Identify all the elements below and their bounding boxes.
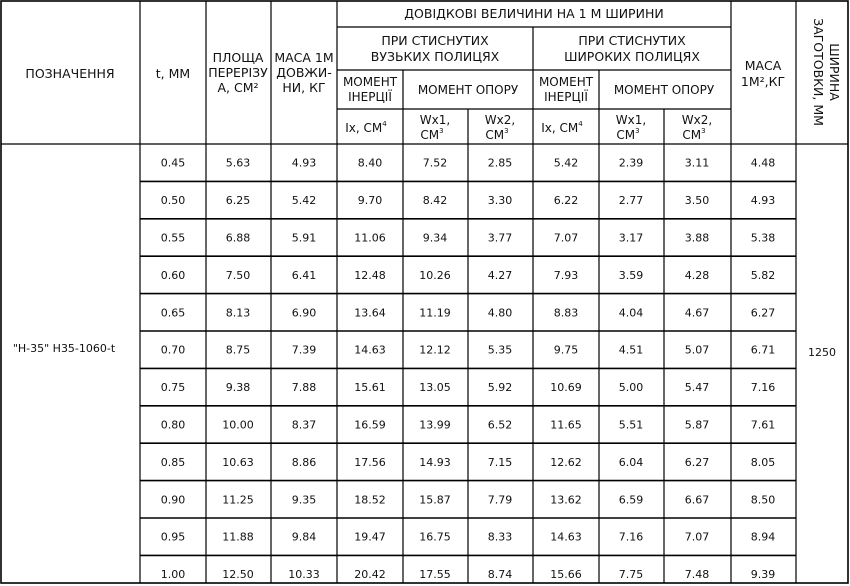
table-cell: 11.25	[222, 493, 254, 507]
table-cell: 3.30	[487, 194, 513, 208]
table-cell: 17.55	[419, 568, 451, 582]
header-wx1-narrow-2: $СМ^3$	[420, 127, 444, 142]
header-ix-narrow: Ix, $СМ^4$	[345, 120, 387, 135]
table-cell: 8.94	[750, 530, 776, 544]
header-thickness: t, ММ	[155, 66, 191, 81]
table-cell: 6.25	[225, 194, 251, 208]
header-narrow-1: ПРИ СТИСНУТИХ	[381, 33, 489, 48]
table-cell: 9.34	[422, 231, 448, 245]
table-cell: 5.00	[618, 381, 644, 395]
table-cell: 9.84	[291, 530, 317, 544]
table-cell: 4.04	[618, 306, 644, 320]
table-cell: 0.70	[160, 343, 186, 357]
table-cell: 6.71	[750, 343, 776, 357]
table-cell: 11.06	[354, 231, 386, 245]
header-inertia-wide-2: ІНЕРЦІЇ	[544, 90, 588, 104]
table-cell: 16.75	[419, 530, 451, 544]
table-cell: 17.56	[354, 455, 386, 469]
table-cell: 10.63	[222, 455, 254, 469]
table-cell: 7.48	[684, 568, 710, 582]
table-cell: 10.00	[222, 418, 254, 432]
header-wx1-wide-2: $СМ^3$	[616, 127, 640, 142]
table-cell: 7.07	[684, 530, 710, 544]
table-cell: 7.50	[225, 268, 251, 282]
table-cell: 0.95	[160, 530, 186, 544]
header-wide-2: ШИРОКИХ ПОЛИЦЯХ	[564, 49, 700, 64]
table-cell: 7.88	[291, 381, 317, 395]
header-wx2-wide-2: $СМ^3$	[682, 127, 706, 142]
table-cell: 2.85	[487, 156, 513, 170]
table-cell: 10.33	[288, 568, 320, 582]
header-mass-m2-2: 1М²,КГ	[740, 74, 786, 89]
table-cell: 4.93	[291, 156, 317, 170]
table-cell: 8.42	[422, 194, 448, 208]
table-cell: 8.83	[553, 306, 579, 320]
header-resistance-narrow: МОМЕНТ ОПОРУ	[417, 83, 519, 97]
table-cell: 5.82	[750, 268, 776, 282]
table-cell: 9.75	[553, 343, 579, 357]
header-reference: ДОВІДКОВІ ВЕЛИЧИНИ НА 1 М ШИРИНИ	[404, 6, 664, 21]
table-cell: 5.87	[684, 418, 710, 432]
table-cell: 6.27	[684, 455, 710, 469]
table-cell: 16.59	[354, 418, 386, 432]
table-cell: 3.88	[684, 231, 710, 245]
table-cell: 12.12	[419, 343, 451, 357]
table-cell: 8.86	[291, 455, 317, 469]
header-wx2-narrow-1: Wx2,	[484, 113, 516, 127]
header-resistance-wide: МОМЕНТ ОПОРУ	[613, 83, 715, 97]
table-cell: 5.38	[750, 231, 776, 245]
table-cell: 7.07	[553, 231, 579, 245]
header-wide-1: ПРИ СТИСНУТИХ	[578, 33, 686, 48]
table-cell: 14.93	[419, 455, 451, 469]
table-cell: 2.39	[618, 156, 644, 170]
table-cell: 6.88	[225, 231, 251, 245]
header-mass1m-3: НИ, КГ	[282, 80, 326, 95]
table-cell: 7.61	[750, 418, 776, 432]
table-cell: 6.52	[487, 418, 513, 432]
table-cell: 7.16	[750, 381, 776, 395]
designation-value: "Н-35" Н35-1060-t	[12, 342, 116, 355]
table-cell: 5.42	[291, 194, 317, 208]
table-cell: 2.77	[618, 194, 644, 208]
table-cell: 4.93	[750, 194, 776, 208]
header-blank-width-2: ЗАГОТОВКИ, ММ	[811, 18, 826, 126]
table-cell: 8.50	[750, 493, 776, 507]
table-cell: 0.90	[160, 493, 186, 507]
table-cell: 9.35	[291, 493, 317, 507]
table-cell: 6.27	[750, 306, 776, 320]
table-cell: 6.22	[553, 194, 579, 208]
table-cell: 5.47	[684, 381, 710, 395]
header-wx1-narrow-1: Wx1,	[419, 113, 451, 127]
header-narrow-2: ВУЗЬКИХ ПОЛИЦЯХ	[370, 49, 500, 64]
table-cell: 6.90	[291, 306, 317, 320]
table-cell: 6.59	[618, 493, 644, 507]
table-cell: 8.37	[291, 418, 317, 432]
table-cell: 8.33	[487, 530, 513, 544]
table-cell: 9.38	[225, 381, 251, 395]
table-cell: 4.48	[750, 156, 776, 170]
header-blank-width-1: ШИРИНА	[827, 43, 842, 101]
header-wx2-wide-1: Wx2,	[681, 113, 713, 127]
table-cell: 15.66	[550, 568, 582, 582]
table-cell: 15.87	[419, 493, 451, 507]
table-cell: 8.05	[750, 455, 776, 469]
table-cell: 18.52	[354, 493, 386, 507]
table-cell: 14.63	[354, 343, 386, 357]
table-cell: 1.00	[160, 568, 186, 582]
table-cell: 4.67	[684, 306, 710, 320]
table-cell: 5.91	[291, 231, 317, 245]
table-cell: 5.63	[225, 156, 251, 170]
table-cell: 3.11	[684, 156, 710, 170]
table-cell: 8.74	[487, 568, 513, 582]
table-cell: 7.52	[422, 156, 448, 170]
table-cell: 12.48	[354, 268, 386, 282]
table-cell: 6.41	[291, 268, 317, 282]
table-cell: 13.05	[419, 381, 451, 395]
header-ix-wide: Ix, $СМ^4$	[541, 120, 583, 135]
header-mass1m-2: ДОВЖИ-	[276, 65, 332, 80]
table-cell: 0.65	[160, 306, 186, 320]
table-cell: 15.61	[354, 381, 386, 395]
table-cell: 0.45	[160, 156, 186, 170]
table-cell: 4.27	[487, 268, 513, 282]
table-cell: 0.85	[160, 455, 186, 469]
header-area-1: ПЛОЩА	[212, 50, 264, 65]
table-cell: 5.42	[553, 156, 579, 170]
table-cell: 4.28	[684, 268, 710, 282]
table-cell: 13.62	[550, 493, 582, 507]
table-cell: 10.26	[419, 268, 451, 282]
table-cell: 6.67	[684, 493, 710, 507]
header-inertia-narrow-1: МОМЕНТ	[342, 75, 398, 89]
table-cell: 13.64	[354, 306, 386, 320]
table-cell: 7.75	[618, 568, 644, 582]
table-cell: 20.42	[354, 568, 386, 582]
table-cell: 0.50	[160, 194, 186, 208]
table-cell: 4.51	[618, 343, 644, 357]
table-cell: 0.55	[160, 231, 186, 245]
table-cell: 7.79	[487, 493, 513, 507]
header-inertia-wide-1: МОМЕНТ	[538, 75, 594, 89]
table-cell: 11.19	[419, 306, 451, 320]
table-cell: 19.47	[354, 530, 386, 544]
table-cell: 6.04	[618, 455, 644, 469]
table-cell: 8.40	[357, 156, 383, 170]
table-cell: 5.92	[487, 381, 513, 395]
table-cell: 7.39	[291, 343, 317, 357]
header-wx1-wide-1: Wx1,	[615, 113, 647, 127]
table-cell: 5.51	[618, 418, 644, 432]
table-cell: 8.75	[225, 343, 251, 357]
table-cell: 3.59	[618, 268, 644, 282]
header-inertia-narrow-2: ІНЕРЦІЇ	[348, 90, 392, 104]
header-mass1m-1: МАСА 1М	[274, 50, 334, 65]
header-designation: ПОЗНАЧЕННЯ	[25, 66, 115, 81]
header-area-3: А, СМ²	[217, 80, 259, 95]
table-cell: 5.35	[487, 343, 513, 357]
table-cell: 11.88	[222, 530, 254, 544]
table-cell: 3.17	[618, 231, 644, 245]
table-cell: 12.50	[222, 568, 254, 582]
table-cell: 7.16	[618, 530, 644, 544]
header-wx2-narrow-2: $СМ^3$	[485, 127, 509, 142]
table-cell: 11.65	[550, 418, 582, 432]
table-cell: 9.39	[750, 568, 776, 582]
header-area-2: ПЕРЕРІЗУ	[208, 65, 268, 80]
header-mass-m2-1: МАСА	[744, 58, 782, 73]
table-cell: 0.60	[160, 268, 186, 282]
table-cell: 0.80	[160, 418, 186, 432]
blank-width-value: 1250	[808, 346, 836, 359]
table-cell: 10.69	[550, 381, 582, 395]
table-cell: 9.70	[357, 194, 383, 208]
table-cell: 0.75	[160, 381, 186, 395]
table-cell: 3.50	[684, 194, 710, 208]
table-cell: 4.80	[487, 306, 513, 320]
table-cell: 8.13	[225, 306, 251, 320]
table-cell: 7.93	[553, 268, 579, 282]
table-cell: 14.63	[550, 530, 582, 544]
table-cell: 7.15	[487, 455, 513, 469]
table-cell: 3.77	[487, 231, 513, 245]
table-cell: 13.99	[419, 418, 451, 432]
table-cell: 5.07	[684, 343, 710, 357]
table-cell: 12.62	[550, 455, 582, 469]
